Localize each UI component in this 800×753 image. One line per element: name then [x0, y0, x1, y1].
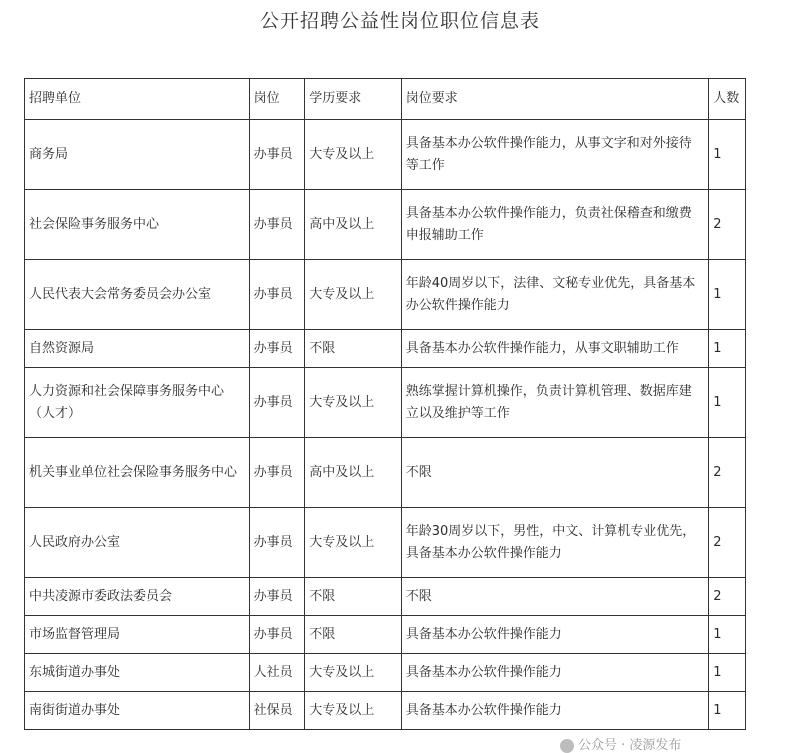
watermark [560, 734, 681, 753]
cell-post: 办事员 [249, 330, 305, 368]
cell-education: 高中及以上 [305, 438, 402, 508]
watermark-text: 公众号 · 凌源发布 [578, 738, 682, 753]
header-post: 岗位 [249, 79, 305, 120]
cell-unit: 人民代表大会常务委员会办公室 [25, 260, 250, 330]
cell-requirement: 具备基本办公软件操作能力，负责社保稽查和缴费申报辅助工作 [401, 190, 709, 260]
cell-unit: 南街街道办事处 [25, 692, 250, 730]
cell-count: 2 [709, 508, 746, 578]
cell-requirement: 不限 [401, 438, 709, 508]
cell-unit: 自然资源局 [25, 330, 250, 368]
cell-post: 社保员 [249, 692, 305, 730]
cell-education: 大专及以上 [305, 260, 402, 330]
cell-requirement: 年龄30周岁以下，男性，中文、计算机专业优先，具备基本办公软件操作能力 [401, 508, 709, 578]
cell-count: 1 [709, 368, 746, 438]
cell-requirement: 具备基本办公软件操作能力，从事文字和对外接待等工作 [401, 120, 709, 190]
cell-requirement: 熟练掌握计算机操作，负责计算机管理、数据库建立以及维护等工作 [401, 368, 709, 438]
table-row [25, 260, 746, 330]
cell-requirement: 年龄40周岁以下，法律、文秘专业优先，具备基本办公软件操作能力 [401, 260, 709, 330]
cell-count: 1 [709, 654, 746, 692]
cell-post: 办事员 [249, 260, 305, 330]
cell-unit: 市场监督管理局 [25, 616, 250, 654]
cell-unit: 中共凌源市委政法委员会 [25, 578, 250, 616]
cell-post: 办事员 [249, 508, 305, 578]
page-title: 公开招聘公益性岗位职位信息表 [259, 10, 540, 32]
cell-unit: 社会保险事务服务中心 [25, 190, 250, 260]
cell-post: 办事员 [249, 616, 305, 654]
cell-post: 办事员 [249, 190, 305, 260]
cell-count: 1 [709, 692, 746, 730]
cell-requirement: 具备基本办公软件操作能力，从事文职辅助工作 [401, 330, 709, 368]
cell-post: 办事员 [249, 438, 305, 508]
cell-education: 大专及以上 [305, 692, 402, 730]
table-row [25, 120, 746, 190]
cell-requirement: 具备基本办公软件操作能力 [401, 616, 709, 654]
table-row [25, 330, 746, 368]
table-row [25, 190, 746, 260]
table-row [25, 368, 746, 438]
table-row [25, 578, 746, 616]
cell-unit: 东城街道办事处 [25, 654, 250, 692]
cell-education: 不限 [305, 330, 402, 368]
table-row [25, 692, 746, 730]
cell-count: 2 [709, 438, 746, 508]
cell-education: 不限 [305, 578, 402, 616]
cell-count: 1 [709, 330, 746, 368]
cell-post: 人社员 [249, 654, 305, 692]
cell-unit: 人力资源和社会保障事务服务中心（人才） [25, 368, 250, 438]
cell-count: 1 [709, 616, 746, 654]
cell-post: 办事员 [249, 578, 305, 616]
cell-unit: 商务局 [25, 120, 250, 190]
cell-requirement: 具备基本办公软件操作能力 [401, 692, 709, 730]
table-row [25, 654, 746, 692]
cell-education: 大专及以上 [305, 654, 402, 692]
table-row [25, 508, 746, 578]
table-body [25, 120, 746, 730]
cell-unit: 机关事业单位社会保险事务服务中心 [25, 438, 250, 508]
cell-education: 高中及以上 [305, 190, 402, 260]
header-unit: 招聘单位 [25, 79, 250, 120]
cell-education: 大专及以上 [305, 368, 402, 438]
cell-education: 大专及以上 [305, 508, 402, 578]
cell-count: 2 [709, 190, 746, 260]
header-education: 学历要求 [305, 79, 402, 120]
cell-unit: 人民政府办公室 [25, 508, 250, 578]
cell-count: 1 [709, 260, 746, 330]
cell-requirement: 不限 [401, 578, 709, 616]
table-row [25, 616, 746, 654]
wechat-icon [560, 739, 574, 753]
job-info-table [24, 78, 746, 730]
header-requirement: 岗位要求 [401, 79, 709, 120]
cell-count: 2 [709, 578, 746, 616]
cell-education: 大专及以上 [305, 120, 402, 190]
cell-education: 不限 [305, 616, 402, 654]
cell-post: 办事员 [249, 368, 305, 438]
table-header-row [25, 79, 746, 120]
cell-requirement: 具备基本办公软件操作能力 [401, 654, 709, 692]
cell-post: 办事员 [249, 120, 305, 190]
cell-count: 1 [709, 120, 746, 190]
table-row [25, 438, 746, 508]
header-count: 人数 [709, 79, 746, 120]
